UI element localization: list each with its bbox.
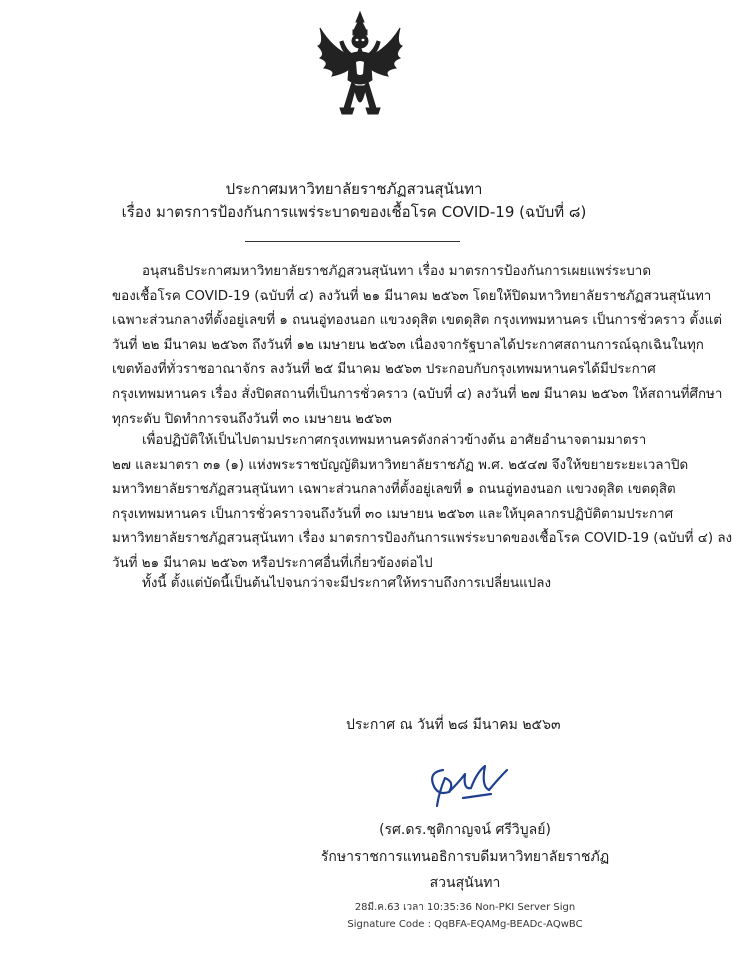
announcement-subject: เรื่อง มาตรการป้องกันการแพร่ระบาดของเชื้อโรค COVID-19 (ฉบับที่ ๘) xyxy=(121,203,587,221)
paragraph-line: อนุสนธิประกาศมหาวิทยาลัยราชภัฏสวนสุนันทา เรื่อง มาตรการป้องกันการเผยแพร่ระบาด xyxy=(142,264,652,279)
title-divider xyxy=(245,241,460,242)
paragraph-line: ของเชื้อโรค COVID-19 (ฉบับที่ ๔) ลงวันที่ ๒๑ มีนาคม ๒๕๖๓ โดยให้ปิดมหาวิทยาลัยราชภัฏสวนสุนันทา xyxy=(112,288,712,304)
announcement-title: ประกาศมหาวิทยาลัยราชภัฏสวนสุนันทา xyxy=(225,180,483,198)
paragraph-line: กรุงเทพมหานคร เรื่อง สั่งปิดสถานที่เป็นการชั่วคราว (ฉบับที่ ๔) ลงวันที่ ๒๗ มีนาคม ๒๕๖๓ ให้สถานที่ศึกษา xyxy=(112,386,723,402)
paragraph-line: เฉพาะส่วนกลางที่ตั้งอยู่เลขที่ ๑ ถนนอู่ทองนอก แขวงดุสิต เขตดุสิต กรุงเทพมหานคร เป็นการชั่วคราว ตั้งแต่ xyxy=(112,313,722,329)
paragraph-line: ๒๗ และมาตรา ๓๑ (๑) แห่งพระราชบัญญัติมหาวิทยาลัยราชภัฏ พ.ศ. ๒๕๔๗ จึงให้ขยายระยะเวลาปิด xyxy=(112,457,689,473)
paragraph-line: วันที่ ๒๑ มีนาคม ๒๕๖๓ หรือประกาศอื่นที่เกี่ยวข้องต่อไป xyxy=(112,555,433,571)
digital-sign-stamp: 28มี.ค.63 เวลา 10:35:36 Non-PKI Server Sign xyxy=(354,902,576,913)
paragraph-line: วันที่ ๒๒ มีนาคม ๒๕๖๓ ถึงวันที่ ๑๒ เมษายน ๒๕๖๓ เนื่องจากรัฐบาลได้ประกาศสถานการณ์ฉุกเฉินในทุก xyxy=(112,337,704,353)
paragraph-line: ทั้งนี้ ตั้งแต่บัดนี้เป็นต้นไปจนกว่าจะมีประกาศให้ทราบถึงการเปลี่ยนแปลง xyxy=(142,576,552,591)
signature-code: Signature Code : QqBFA-EQAMg-BEADc-AQwBC xyxy=(347,919,583,930)
body-paragraph-1 xyxy=(112,260,723,432)
paragraph-line: มหาวิทยาลัยราชภัฏสวนสุนันทา เฉพาะส่วนกลางที่ตั้งอยู่เลขที่ ๑ ถนนอู่ทองนอก แขวงดุสิต เขตดุสิต xyxy=(112,482,676,498)
paragraph-line: เขตท้องที่ทั่วราชอาณาจักร ลงวันที่ ๒๕ มีนาคม ๒๕๖๓ ประกอบกับกรุงเทพมหานครได้มีประกาศ xyxy=(112,362,656,378)
paragraph-line: มหาวิทยาลัยราชภัฏสวนสุนันทา เรื่อง มาตรการป้องกันการแพร่ระบาดของเชื้อโรค COVID-19 (ฉบับที่ ๔) ลง xyxy=(112,531,732,547)
paragraph-line: ทุกระดับ ปิดทำการจนถึงวันที่ ๓๐ เมษายน ๒๕๖๓ xyxy=(112,411,392,427)
paragraph-line: เพื่อปฏิบัติให้เป็นไปตามประกาศกรุงเทพมหานครดังกล่าวข้างต้น อาศัยอำนาจตามมาตรา xyxy=(142,433,647,448)
signer-organization: สวนสุนันทา xyxy=(429,875,501,891)
garuda-emblem-icon xyxy=(310,8,410,128)
handwritten-signature-icon xyxy=(415,752,525,814)
body-paragraph-2 xyxy=(112,429,732,577)
signer-name: (รศ.ดร.ชุติกาญจน์ ศรีวิบูลย์) xyxy=(379,822,551,838)
paragraph-line: กรุงเทพมหานคร เป็นการชั่วคราวจนถึงวันที่ ๓๐ เมษายน ๒๕๖๓ และให้บุคลากรปฏิบัติตามประกาศ xyxy=(112,506,674,522)
body-paragraph-3 xyxy=(112,572,638,597)
signer-position: รักษาราชการแทนอธิการบดีมหาวิทยาลัยราชภัฏ xyxy=(320,849,610,865)
announcement-date: ประกาศ ณ วันที่ ๒๘ มีนาคม ๒๕๖๓ xyxy=(346,717,561,733)
